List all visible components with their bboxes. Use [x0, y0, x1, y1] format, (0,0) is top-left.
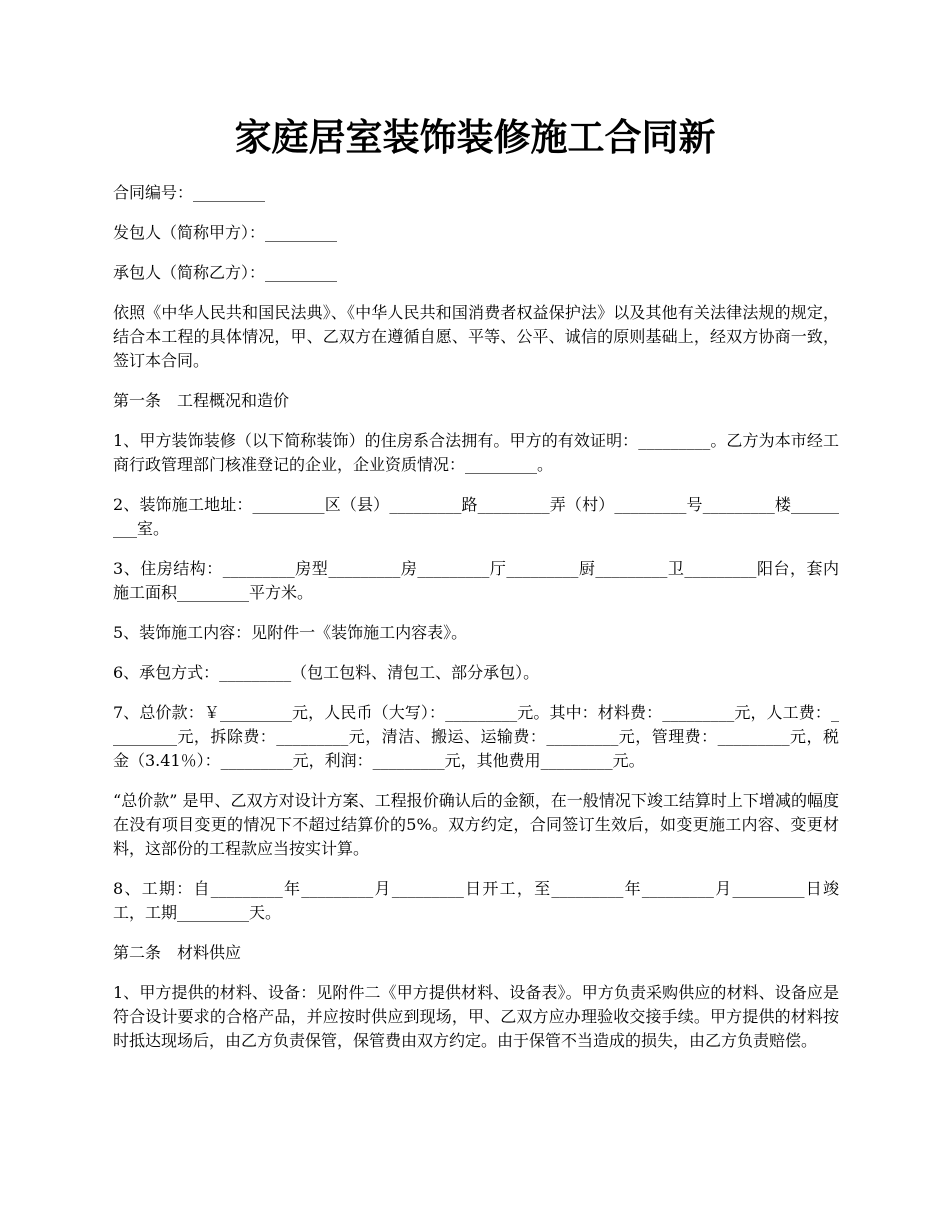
- article-1-item-5: 5、装饰施工内容：见附件一《装饰施工内容表》。: [113, 623, 468, 642]
- article-2-item-1: 1、甲方提供的材料、设备：见附件二《甲方提供材料、设备表》。甲方负责采购供应的材料、设备应是符合设计要求的合格产品，并应按时供应到现场，甲、乙双方应办理验收交接手续。甲方提供的材料按时抵达现场后，由乙方负责保管，保管费由双方约定。由于保管不当造成的损失，由乙方负责赔偿。: [113, 983, 839, 1050]
- article-1-item-1: 1、甲方装饰装修（以下简称装饰）的住房系合法拥有。甲方的有效证明：_________。乙方为本市经工商行政管理部门核准登记的企业，企业资质情况：_________。: [113, 431, 839, 474]
- article-1-item-2: 2、装饰施工地址：_________区（县）_________路_________弄（村）_________号_________楼_________室。: [113, 495, 839, 538]
- preamble-paragraph: 依照《中华人民共和国民法典》、《中华人民共和国消费者权益保护法》以及其他有关法律法规的规定，结合本工程的具体情况，甲、乙双方在遵循自愿、平等、公平、诚信的原则基础上，经双方协商一致，签订本合同。: [113, 303, 839, 370]
- document-body: [113, 181, 839, 1069]
- party-b-field: 承包人（简称乙方）：_________: [113, 263, 338, 282]
- article-1-heading: 第一条 工程概况和造价: [113, 391, 290, 410]
- article-1-item-6: 6、承包方式：_________（包工包料、清包工、部分承包）。: [113, 663, 540, 682]
- article-2-heading: 第二条 材料供应: [113, 943, 242, 962]
- document-title: 家庭居室装饰装修施工合同新: [234, 115, 716, 159]
- article-1-item-8: 8、工期：自_________年_________月_________日开工，至_________年_________月_________日竣工，工期_________天。: [113, 879, 839, 922]
- contract-number-field: 合同编号：_________: [113, 183, 266, 202]
- article-1-item-7: 7、总价款：￥_________元，人民币（大写）：_________元。其中：材料费：_________元，人工费：_________元，拆除费：_________元，清洁、搬运、运输费：_________元，管理费：_________元，税金（3.41％）：_________元，利润：_________元，其他费用_________元。: [113, 703, 839, 770]
- total-price-note: “总价款” 是甲、乙双方对设计方案、工程报价确认后的金额，在一般情况下竣工结算时上下增减的幅度在没有项目变更的情况下不超过结算价的5%。双方约定，合同签订生效后，如变更施工内容、变更材料，这部份的工程款应当按实计算。: [113, 791, 839, 858]
- article-1-item-3: 3、住房结构：_________房型_________房_________厅_________厨_________卫_________阳台，套内施工面积_________平方米。: [113, 559, 839, 602]
- party-a-field: 发包人（简称甲方）：_________: [113, 223, 338, 242]
